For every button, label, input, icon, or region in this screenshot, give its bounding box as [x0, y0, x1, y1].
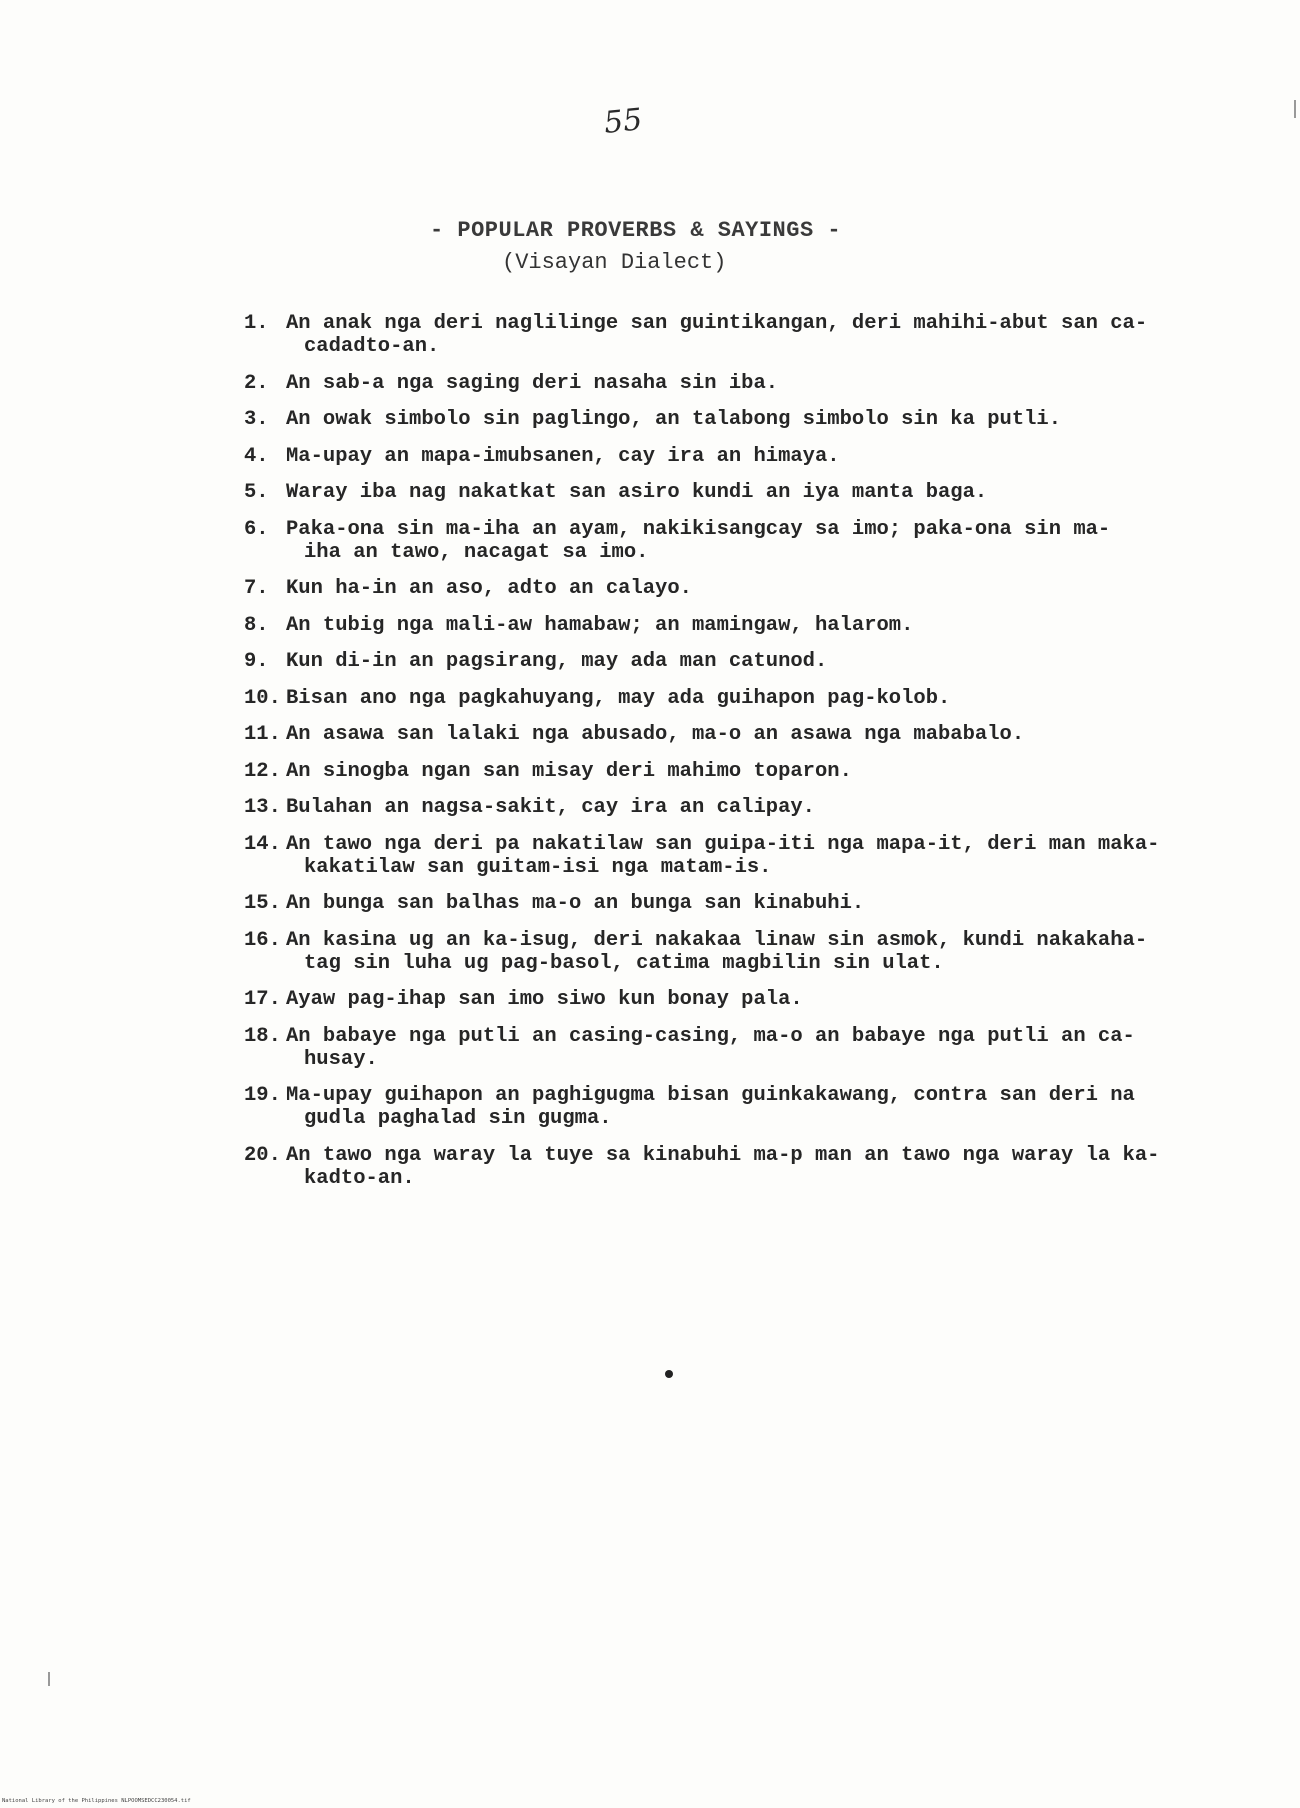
proverb-number: 17.: [244, 988, 281, 1011]
proverb-text: [280, 760, 1144, 783]
proverb-line: Waray iba nag nakatkat san asiro kundi an iya manta baga.: [286, 481, 988, 504]
proverb-text: [280, 723, 1144, 746]
proverb-item: [244, 408, 1144, 431]
proverb-line: An tubig nga mali-aw hamabaw; an mamingaw, halarom.: [286, 613, 914, 637]
proverb-line: An asawa san lalaki nga abusado, ma-o an asawa nga mababalo.: [286, 723, 1025, 746]
proverb-line: An sab-a nga saging deri nasaha sin iba.: [286, 371, 779, 395]
proverb-item: [244, 760, 1144, 783]
page-number: 55: [602, 102, 644, 141]
proverb-item: [244, 796, 1144, 819]
proverb-line: husay.: [304, 1047, 378, 1071]
proverb-line: Ma-upay guihapon an paghigugma bisan guinkakawang, contra san deri na: [286, 1084, 1135, 1107]
proverb-number: 3.: [244, 408, 269, 431]
proverb-number: 11.: [244, 723, 281, 746]
proverb-line: tag sin luha ug pag-basol, catima magbilin sin ulat.: [304, 951, 944, 975]
proverb-text: [280, 408, 1144, 431]
scan-footer: National Library of the Philippines NLPOOMSEDCC230054.tif: [2, 1798, 191, 1804]
proverb-number: 5.: [244, 481, 269, 504]
proverb-item: [244, 892, 1144, 915]
proverb-item: [244, 988, 1144, 1011]
proverb-item: [244, 445, 1144, 468]
proverb-item: [244, 1084, 1144, 1130]
proverb-number: 6.: [244, 517, 269, 541]
proverb-line: gudla paghalad sin gugma.: [304, 1107, 612, 1130]
proverb-number: 18.: [244, 1024, 281, 1048]
proverb-text: [280, 312, 1147, 358]
proverb-line: An owak simbolo sin paglingo, an talabong simbolo sin ka putli.: [286, 408, 1062, 431]
proverb-line: An kasina ug an ka-isug, deri nakakaa linaw sin asmok, kundi nakakaha-: [286, 928, 1148, 952]
proverb-line: cadadto-an.: [304, 335, 440, 358]
proverb-item: [244, 577, 1144, 600]
proverb-line: Paka-ona sin ma-iha an ayam, nakikisangcay sa imo; paka-ona sin ma-: [286, 517, 1111, 541]
proverb-text: [280, 1144, 1159, 1190]
proverb-text: [280, 614, 1144, 637]
proverb-line: An babaye nga putli an casing-casing, ma-o an babaye nga putli an ca-: [286, 1024, 1135, 1048]
proverb-text: [280, 650, 1144, 673]
proverb-number: 7.: [244, 577, 269, 600]
margin-mark: [1294, 100, 1296, 118]
proverb-item: [244, 1025, 1144, 1071]
proverb-number: 4.: [244, 444, 269, 468]
proverb-text: [280, 929, 1147, 975]
page-title: - POPULAR PROVERBS & SAYINGS -: [430, 218, 842, 243]
page-subtitle: (Visayan Dialect): [502, 250, 727, 275]
proverb-line: An bunga san balhas ma-o an bunga san kinabuhi.: [286, 892, 865, 915]
proverb-text: [280, 1084, 1144, 1130]
proverb-text: [280, 481, 1144, 504]
proverb-text: [280, 988, 1144, 1011]
proverb-line: kakatilaw san guitam-isi nga matam-is.: [304, 855, 772, 879]
ink-dot: [665, 1370, 673, 1378]
proverb-number: 10.: [244, 686, 281, 710]
proverb-number: 12.: [244, 759, 281, 783]
proverb-line: Ma-upay an mapa-imubsanen, cay ira an himaya.: [286, 444, 840, 468]
proverb-line: Bulahan an nagsa-sakit, cay ira an calipay.: [286, 796, 815, 819]
proverb-item: [244, 928, 1148, 975]
proverb-line: kadto-an.: [304, 1166, 415, 1190]
proverb-item: [244, 687, 1144, 710]
proverb-item: [244, 614, 1144, 637]
proverb-line: Kun ha-in an aso, adto an calayo.: [286, 577, 692, 600]
proverb-item: [244, 1143, 1160, 1190]
proverb-text: [280, 1025, 1144, 1071]
proverb-item: [244, 518, 1144, 564]
proverb-number: 16.: [244, 928, 281, 952]
proverb-line: An tawo nga deri pa nakatilaw san guipa-iti nga mapa-it, deri man maka-: [286, 832, 1160, 856]
proverb-number: 14.: [244, 832, 281, 856]
proverb-text: [280, 577, 1144, 600]
proverb-line: An sinogba ngan san misay deri mahimo toparon.: [286, 759, 852, 783]
margin-mark: [48, 1672, 50, 1686]
proverb-text: [280, 796, 1144, 819]
proverb-number: 9.: [244, 650, 269, 673]
proverb-text: [280, 892, 1144, 915]
proverb-item: [244, 650, 1144, 673]
proverb-number: 1.: [244, 312, 269, 335]
proverb-line: Ayaw pag-ihap san imo siwo kun bonay pala.: [286, 988, 803, 1011]
proverb-list: [244, 312, 1160, 1203]
proverb-text: [280, 833, 1159, 879]
proverb-text: [280, 687, 1144, 710]
proverb-item: [244, 832, 1160, 879]
proverb-line: An anak nga deri naglilinge san guintikangan, deri mahihi-abut san ca-: [286, 312, 1148, 335]
proverb-item: [244, 372, 1144, 395]
proverb-line: Kun di-in an pagsirang, may ada man catunod.: [286, 650, 828, 673]
proverb-line: Bisan ano nga pagkahuyang, may ada guihapon pag-kolob.: [286, 686, 951, 710]
proverb-text: [280, 445, 1144, 468]
proverb-text: [280, 518, 1144, 564]
proverb-number: 20.: [244, 1143, 281, 1167]
proverb-number: 13.: [244, 796, 281, 819]
proverb-number: 8.: [244, 613, 269, 637]
proverb-text: [280, 372, 1144, 395]
proverb-item: [244, 723, 1144, 746]
proverb-number: 15.: [244, 892, 281, 915]
proverb-number: 2.: [244, 371, 269, 395]
proverb-number: 19.: [244, 1084, 281, 1107]
proverb-item: [244, 312, 1148, 358]
proverb-line: iha an tawo, nacagat sa imo.: [304, 540, 649, 564]
proverb-item: [244, 481, 1144, 504]
proverb-line: An tawo nga waray la tuye sa kinabuhi ma-p man an tawo nga waray la ka-: [286, 1143, 1160, 1167]
